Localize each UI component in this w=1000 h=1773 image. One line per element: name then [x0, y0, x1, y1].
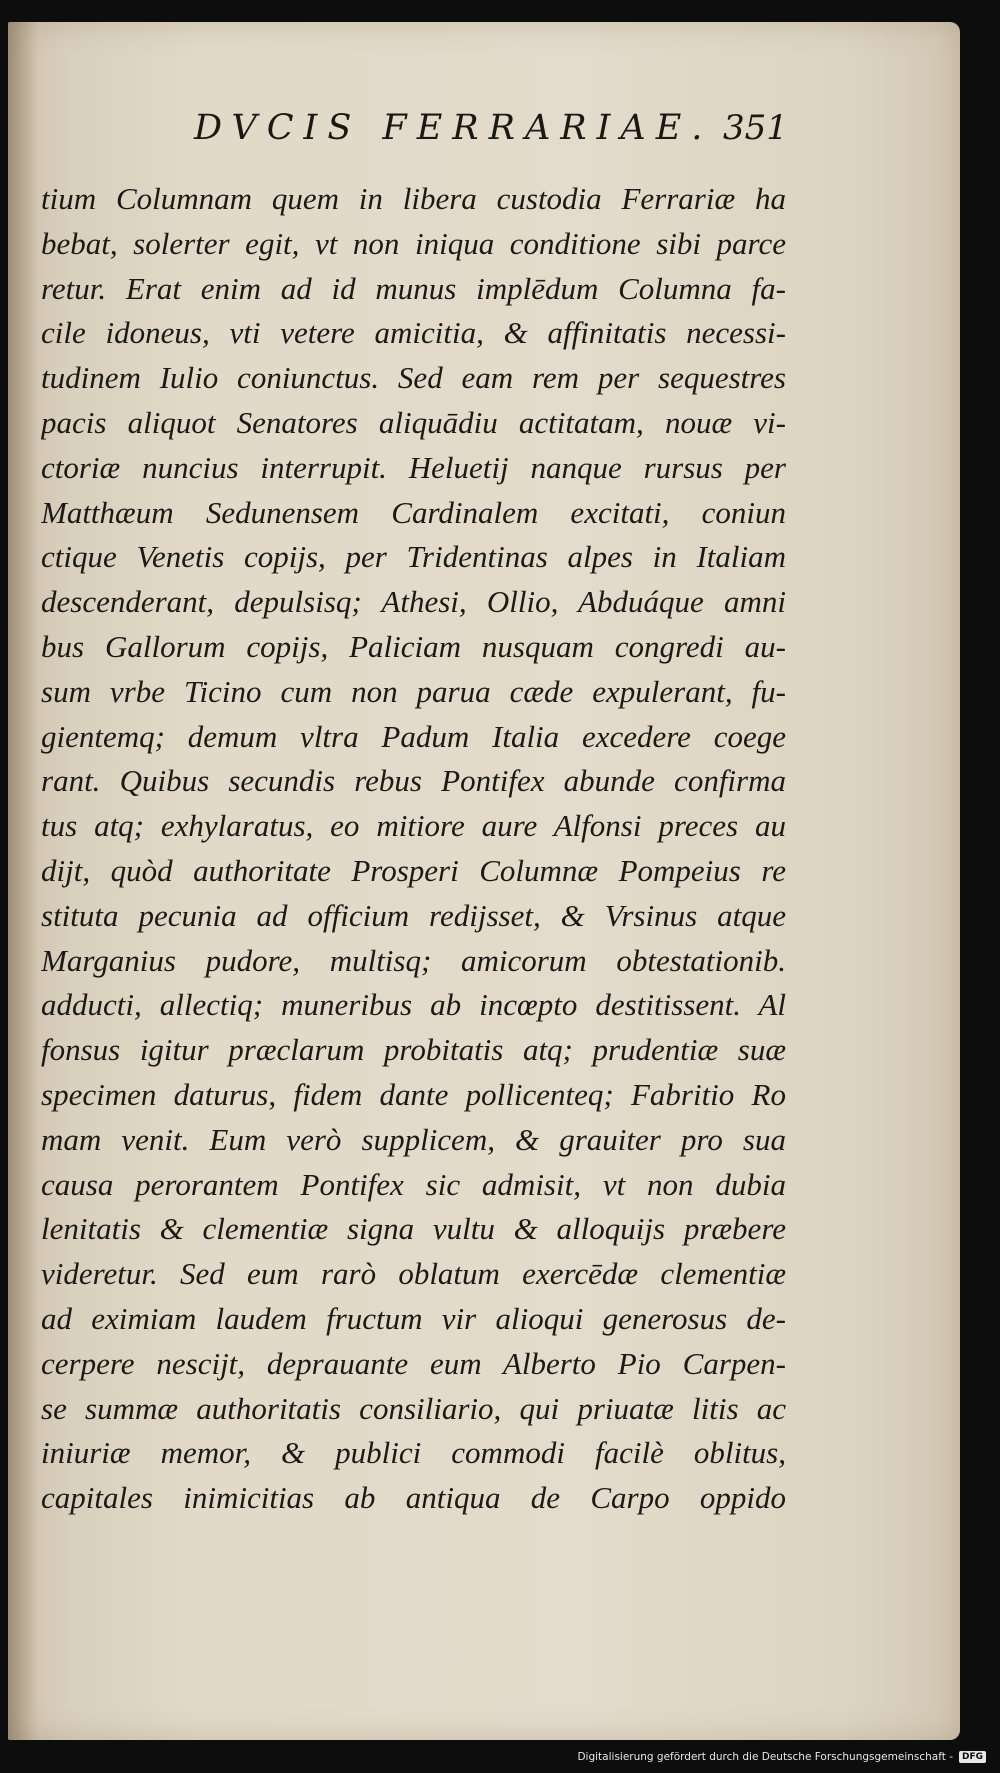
funding-credit: Digitalisierung gefördert durch die Deutsche Forschungsgemeinschaft - — [577, 1751, 953, 1763]
text-line: causa perorantem Pontifex sic admisit, vt non dubia — [41, 1166, 786, 1202]
text-line: dijt, quòd authoritate Prosperi Columnæ Pompeius re — [41, 852, 786, 888]
page-header — [8, 108, 960, 164]
running-title: DVCIS FERRARIAE. — [194, 108, 713, 148]
text-line: mam venit. Eum verò supplicem, & grauiter pro sua — [41, 1121, 786, 1157]
text-line: lenitatis & clementiæ signa vultu & alloquijs præbere — [41, 1211, 786, 1247]
text-line: tium Columnam quem in libera custodia Ferrariæ ha — [41, 181, 786, 216]
text-line: bus Gallorum copijs, Paliciam nusquam congredi au- — [41, 628, 786, 664]
text-line: descenderant, depulsisq; Athesi, Ollio, Abduáque amni — [41, 584, 786, 620]
text-line: ctique Venetis copijs, per Tridentinas alpes in Italiam — [41, 539, 786, 575]
body-text — [41, 177, 786, 1521]
digitization-footer — [577, 1749, 986, 1765]
text-line: se summæ authoritatis consiliario, qui priuatæ litis ac — [41, 1390, 786, 1426]
text-line: tus atq; exhylaratus, eo mitiore aure Alfonsi preces au — [41, 808, 786, 844]
text-line: retur. Erat enim ad id munus implēdum Columna fa- — [41, 270, 786, 306]
text-line: cerpere nescijt, deprauante eum Alberto Pio Carpen- — [41, 1345, 786, 1381]
text-line: stituta pecunia ad officium redijsset, & Vrsinus atque — [41, 897, 786, 933]
text-line: capitales inimicitias ab antiqua de Carpo oppido — [41, 1480, 786, 1516]
text-line: tudinem Iulio coniunctus. Sed eam rem per sequestres — [41, 360, 786, 396]
book-page — [8, 22, 960, 1740]
text-line: videretur. Sed eum rarò oblatum exercēdæ clementiæ — [41, 1256, 786, 1292]
dfg-logo: DFG — [959, 1751, 986, 1763]
text-line: cile idoneus, vti vetere amicitia, & affinitatis necessi- — [41, 315, 786, 351]
text-line: gientemq; demum vltra Padum Italia excedere coege — [41, 718, 786, 754]
text-line: fonsus igitur præclarum probitatis atq; prudentiæ suæ — [41, 1032, 786, 1068]
text-line: rant. Quibus secundis rebus Pontifex abunde confirma — [41, 763, 786, 799]
text-line: Matthæum Sedunensem Cardinalem excitati, coniun — [41, 494, 786, 530]
text-line: sum vrbe Ticino cum non parua cæde expulerant, fu- — [41, 673, 786, 709]
page-number: 351 — [723, 108, 788, 148]
text-line: pacis aliquot Senatores aliquādiu actitatam, nouæ vi- — [41, 404, 786, 440]
text-line: adducti, allectiq; muneribus ab incœpto destitissent. Al — [41, 987, 786, 1023]
text-line: specimen daturus, fidem dante pollicenteq; Fabritio Ro — [41, 1076, 786, 1112]
text-line: Marganius pudore, multisq; amicorum obtestationib. — [41, 942, 786, 978]
text-line: iniuriæ memor, & publici commodi facilè oblitus, — [41, 1435, 786, 1471]
text-line: bebat, solerter egit, vt non iniqua conditione sibi parce — [41, 225, 786, 261]
text-line: ctoriæ nuncius interrupit. Heluetij nanque rursus per — [41, 449, 786, 485]
text-line: ad eximiam laudem fructum vir alioqui generosus de- — [41, 1300, 786, 1336]
